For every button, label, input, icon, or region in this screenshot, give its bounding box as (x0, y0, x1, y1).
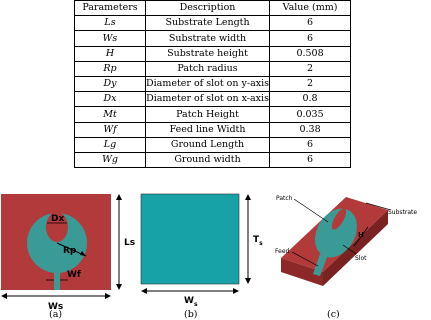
label-dx: Dx (51, 214, 65, 224)
ws-arrow-left-b (141, 288, 147, 294)
table-row (75, 137, 351, 152)
label-feed: Feed (275, 248, 290, 255)
table-row (75, 92, 351, 107)
cell-description: Substrate Length (146, 16, 270, 31)
cell-value: 6 (270, 152, 351, 167)
header-description: Description (146, 1, 270, 16)
header-value: Value (mm) (270, 1, 351, 16)
label-patch: Patch (276, 195, 293, 202)
ls-arrow-top (116, 194, 122, 200)
cell-value: 0.38 (270, 122, 351, 137)
figure-a-drawing (0, 193, 140, 312)
table-row (75, 31, 351, 46)
cell-parameter: Mt (75, 107, 146, 122)
label-slot: Slot (355, 255, 367, 262)
table-row (75, 122, 351, 137)
caption-b: (b) (184, 309, 198, 320)
ws-arrow-right (105, 293, 111, 299)
cell-description: Substrate width (146, 31, 270, 46)
cell-value: 6 (270, 16, 351, 31)
label-ts: $T_s$ (253, 235, 263, 247)
table-row (75, 46, 351, 61)
cell-description: Diameter of slot on x-axis (146, 92, 270, 107)
patch-pointer (294, 199, 328, 222)
table-row (75, 152, 351, 167)
cell-parameter: H (75, 46, 146, 61)
ws-arrow-right-b (233, 288, 239, 294)
cell-value: 0.8 (270, 92, 351, 107)
cell-parameter: Dy (75, 76, 146, 91)
label-substrate: Substrate (388, 209, 418, 216)
figure-b (140, 193, 270, 308)
label-ws-b: $W_s$ (184, 296, 198, 308)
label-h: H (358, 231, 364, 239)
label-ls: Ls (124, 238, 136, 248)
figure-c-drawing (264, 196, 431, 310)
cell-parameter: Wg (75, 152, 146, 167)
caption-a: (a) (49, 309, 63, 320)
cell-value: 2 (270, 61, 351, 76)
cell-parameter: Lg (75, 137, 146, 152)
cell-value: 0.035 (270, 107, 351, 122)
cell-value: 6 (270, 137, 351, 152)
ls-arrow-bottom (116, 284, 122, 290)
cell-description: Patch radius (146, 61, 270, 76)
table-row (75, 76, 351, 91)
cell-description: Substrate height (146, 46, 270, 61)
cell-value: 6 (270, 31, 351, 46)
figure-b-drawing (140, 193, 270, 308)
cell-parameter: Ls (75, 16, 146, 31)
cell-description: Patch Height (146, 107, 270, 122)
table-row (75, 16, 351, 31)
label-rp: Rp (63, 246, 77, 256)
label-ws: Ws (48, 302, 64, 312)
ws-arrow-left (1, 293, 7, 299)
figure-a (0, 193, 140, 312)
cell-parameter: Ws (75, 31, 146, 46)
cell-description: Feed line Width (146, 122, 270, 137)
ts-arrow-top (245, 194, 251, 200)
cell-parameter: Dx (75, 92, 146, 107)
figure-c (264, 196, 431, 310)
header-parameters: Parameters (75, 1, 146, 16)
parameter-table (74, 0, 351, 168)
table-header-row (75, 1, 351, 16)
ground-rect (141, 194, 239, 284)
cell-parameter: Wf (75, 122, 146, 137)
table-row (75, 61, 351, 76)
cell-description: Ground width (146, 152, 270, 167)
cell-description: Ground Length (146, 137, 270, 152)
table-row (75, 107, 351, 122)
caption-c: (c) (327, 309, 340, 320)
cell-description: Diameter of slot on y-axis (146, 76, 270, 91)
cell-value: 0.508 (270, 46, 351, 61)
ts-arrow-bottom (245, 278, 251, 284)
cell-value: 2 (270, 76, 351, 91)
label-wf: Wf (67, 270, 81, 280)
cell-parameter: Rp (75, 61, 146, 76)
